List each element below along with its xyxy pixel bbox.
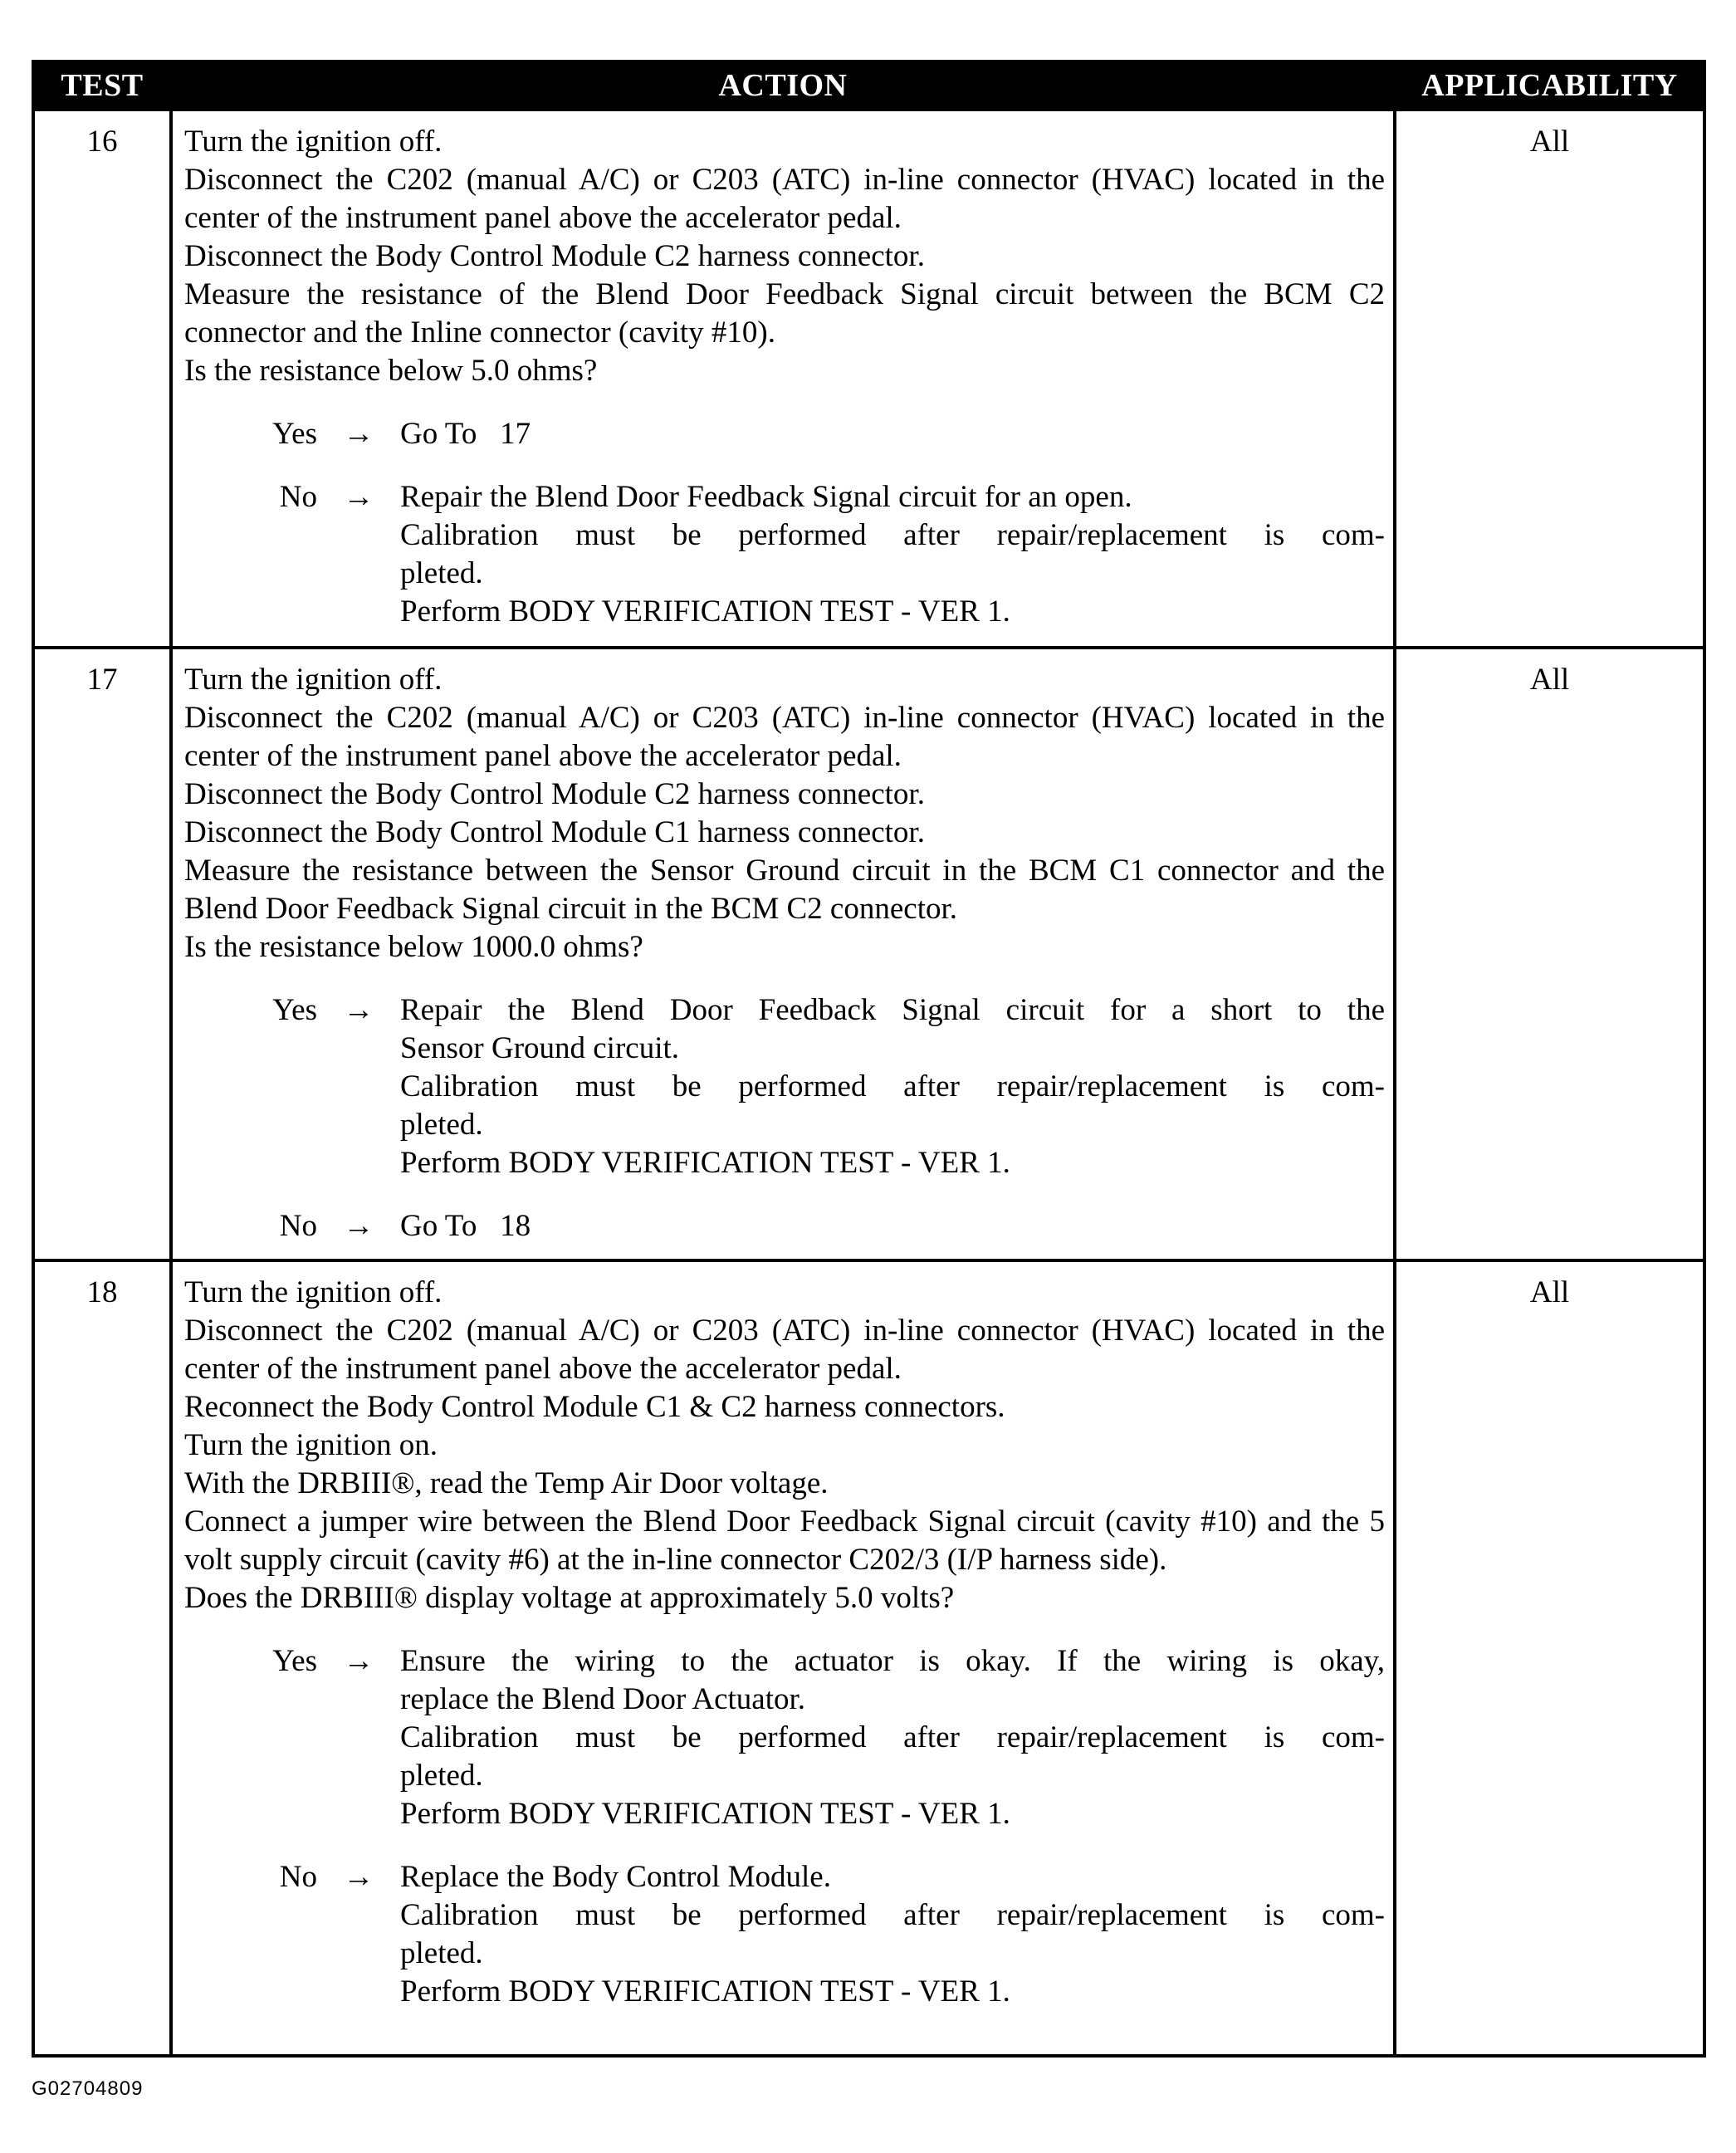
outcome-text	[400, 1642, 1385, 1833]
outcome-line: Calibration must be performed after repair/replacement is com-	[400, 518, 1385, 552]
action-step: Disconnect the Body Control Module C1 harness connector.	[184, 815, 925, 849]
outcome-line: pleted.	[400, 1759, 483, 1793]
outcome-label: Yes	[272, 417, 317, 451]
outcome-line: Go To 18	[400, 1209, 531, 1243]
right-arrow-icon: →	[343, 480, 374, 514]
outcome-no	[184, 1207, 1385, 1245]
outcome-text	[400, 1858, 1385, 2011]
outcome-no	[184, 478, 1385, 631]
outcome-no	[184, 1858, 1385, 2011]
table-header-row	[33, 61, 1704, 110]
test-number: 17	[33, 648, 171, 1260]
action-step: Measure the resistance of the Blend Door Feedback Signal circuit between the BCM C2 connector and the Inline connector (cavity #10).	[184, 277, 1385, 350]
outcome-line: Calibration must be performed after repair/replacement is com-	[400, 1069, 1385, 1103]
outcome-line: replace the Blend Door Actuator.	[400, 1682, 806, 1716]
outcome-text	[400, 478, 1385, 631]
action-step: With the DRBIII®, read the Temp Air Door voltage.	[184, 1466, 829, 1500]
action-cell	[171, 648, 1395, 1260]
outcome-line: Perform BODY VERIFICATION TEST - VER 1.	[400, 595, 1010, 629]
right-arrow-icon: →	[343, 1860, 374, 1894]
outcome-label: Yes	[272, 993, 317, 1027]
action-step: Is the resistance below 5.0 ohms?	[184, 354, 598, 388]
table-row	[33, 110, 1704, 648]
action-step: Is the resistance below 1000.0 ohms?	[184, 930, 643, 964]
outcome-line: Repair the Blend Door Feedback Signal circuit for an open.	[400, 480, 1132, 514]
right-arrow-icon: →	[343, 993, 374, 1027]
action-step: Measure the resistance between the Sensor Ground circuit in the BCM C1 connector and the Blend Door Feedback Signal circuit in the BCM C2 connector.	[184, 854, 1385, 926]
outcome-yes	[184, 1642, 1385, 1833]
outcome-text	[400, 991, 1385, 1182]
right-arrow-icon: →	[343, 1209, 374, 1243]
applicability-value: All	[1395, 110, 1704, 648]
outcome-line: pleted.	[400, 1936, 483, 1970]
outcome-text	[400, 1207, 1385, 1245]
outcome-label: No	[279, 1209, 317, 1243]
outcome-line: pleted.	[400, 1108, 483, 1142]
header-action: ACTION	[171, 61, 1395, 110]
outcome-line: Perform BODY VERIFICATION TEST - VER 1.	[400, 1974, 1010, 2009]
outcome-label: No	[279, 1860, 317, 1894]
action-step: Disconnect the Body Control Module C2 harness connector.	[184, 777, 925, 811]
action-step: Disconnect the C202 (manual A/C) or C203 (ATC) in-line connector (HVAC) located in the center of the instrument panel above the accelerator pedal.	[184, 163, 1385, 235]
outcome-line: Repair the Blend Door Feedback Signal circuit for a short to the	[400, 993, 1385, 1027]
outcome-label: No	[279, 480, 317, 514]
outcome-label: Yes	[272, 1644, 317, 1678]
action-step: Reconnect the Body Control Module C1 & C2 harness connectors.	[184, 1390, 1005, 1424]
header-applicability: APPLICABILITY	[1395, 61, 1704, 110]
action-step: Turn the ignition off.	[184, 125, 443, 159]
table-row	[33, 1260, 1704, 2056]
diagnostic-test-table	[32, 60, 1706, 2058]
outcome-line: Perform BODY VERIFICATION TEST - VER 1.	[400, 1797, 1010, 1831]
outcome-line: Sensor Ground circuit.	[400, 1031, 680, 1065]
action-step: Disconnect the C202 (manual A/C) or C203 (ATC) in-line connector (HVAC) located in the center of the instrument panel above the accelerator pedal.	[184, 1314, 1385, 1386]
action-cell	[171, 110, 1395, 648]
action-step: Turn the ignition on.	[184, 1428, 438, 1462]
applicability-value: All	[1395, 1260, 1704, 2056]
test-number: 18	[33, 1260, 171, 2056]
table-row	[33, 648, 1704, 1260]
action-cell	[171, 1260, 1395, 2056]
action-step: Turn the ignition off.	[184, 663, 443, 697]
outcome-line: Ensure the wiring to the actuator is okay. If the wiring is okay,	[400, 1644, 1385, 1678]
outcome-yes	[184, 991, 1385, 1182]
outcome-text	[400, 415, 1385, 453]
outcome-line: Perform BODY VERIFICATION TEST - VER 1.	[400, 1146, 1010, 1180]
right-arrow-icon: →	[343, 417, 374, 451]
outcome-line: Calibration must be performed after repair/replacement is com-	[400, 1898, 1385, 1932]
action-step: Connect a jumper wire between the Blend Door Feedback Signal circuit (cavity #10) and the 5 volt supply circuit (cavity #6) at the in-line connector C202/3 (I/P harness side).	[184, 1505, 1385, 1577]
outcome-line: pleted.	[400, 556, 483, 590]
outcome-line: Replace the Body Control Module.	[400, 1860, 831, 1894]
outcome-line: Calibration must be performed after repair/replacement is com-	[400, 1720, 1385, 1754]
right-arrow-icon: →	[343, 1644, 374, 1678]
action-step: Turn the ignition off.	[184, 1275, 443, 1309]
outcome-line: Go To 17	[400, 417, 531, 451]
action-step: Disconnect the Body Control Module C2 harness connector.	[184, 239, 925, 273]
outcome-yes	[184, 415, 1385, 453]
action-step: Does the DRBIII® display voltage at approximately 5.0 volts?	[184, 1581, 955, 1615]
action-step: Disconnect the C202 (manual A/C) or C203 (ATC) in-line connector (HVAC) located in the center of the instrument panel above the accelerator pedal.	[184, 701, 1385, 773]
test-number: 16	[33, 110, 171, 648]
applicability-value: All	[1395, 648, 1704, 1260]
figure-id: G02704809	[32, 2077, 144, 2100]
header-test: TEST	[33, 61, 171, 110]
